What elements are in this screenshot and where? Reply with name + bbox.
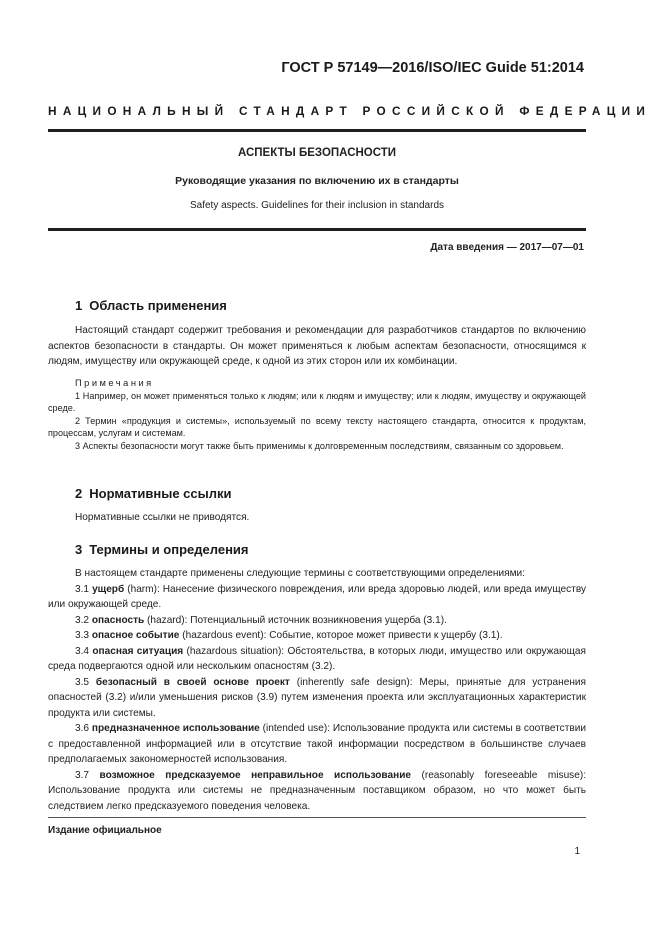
national-standard-heading: НАЦИОНАЛЬНЫЙ СТАНДАРТ РОССИЙСКОЙ ФЕДЕРАЦИИ	[48, 104, 652, 118]
note-item: 1 Например, он может применяться только к людям; или к людям и имуществу; или к людям, имуществу и окружающей среде.	[48, 390, 586, 413]
section-heading: 1 Область применения	[75, 298, 227, 313]
document-designation: ГОСТ Р 57149—2016/ISO/IEC Guide 51:2014	[281, 60, 584, 76]
section-scope	[48, 298, 586, 452]
standard-title: АСПЕКТЫ БЕЗОПАСНОСТИ	[237, 147, 397, 159]
scope-paragraph: Настоящий стандарт содержит требования и рекомендации для разработчиков стандартов по включению аспектов безопасности в стандарты. Он может применяться к любым аспектам безопасности, относящимся к людям, имуществу или окружающей среде, к одной из этих сторон или их комбинации.	[48, 325, 586, 367]
note-item: 3 Аспекты безопасности могут также быть применимы к долговременным последствиям, связанным со здоровьем.	[75, 440, 564, 451]
section-terms	[48, 542, 586, 814]
standard-title-english: Safety aspects. Guidelines for their inclusion in standards	[189, 200, 445, 211]
terms-intro: В настоящем стандарте применены следующие термины с соответствующими определениями:	[75, 568, 525, 579]
title-divider	[48, 228, 586, 231]
term-definition: 3.1 ущерб (harm): Нанесение физического повреждения, или вреда здоровью людей, или вреда имуществу или окружающей среде.	[48, 583, 586, 610]
notes-heading: Примечания	[75, 377, 154, 388]
introduction-date: Дата введения — 2017—07—01	[430, 242, 584, 253]
references-paragraph: Нормативные ссылки не приводятся.	[75, 512, 250, 523]
term-definition: 3.6 предназначенное использование (intended use): Использование продукта или системы в соответствии с предоставленной информацией или в отсутствие такой информации посредством в большинстве случаев предполагаемых закономерностей использования.	[48, 723, 586, 765]
term-definition: 3.5 безопасный в своей основе проект (inherently safe design): Меры, принятые для устранения опасностей (3.2) и/или уменьшения рисков (3.9) путем изменения проекта или эксплуатационных характеристик продукта или системы.	[48, 676, 586, 719]
section-heading: 2 Нормативные ссылки	[75, 486, 232, 501]
term-definition: 3.2 опасность (hazard): Потенциальный источник возникновения ущерба (3.1).	[75, 614, 447, 626]
page-number: 1	[574, 846, 580, 857]
footer-divider	[48, 817, 586, 818]
note-item: 2 Термин «продукция и системы», используемый по всему тексту настоящего стандарта, относится к продуктам, процессам, услугам и системам.	[48, 415, 586, 438]
section-heading: 3 Термины и определения	[75, 542, 249, 557]
official-edition-label: Издание официальное	[48, 825, 162, 836]
header-divider	[48, 129, 586, 132]
section-normative-references	[48, 486, 586, 526]
term-definition: 3.3 опасное событие (hazardous event): Событие, которое может привести к ущербу (3.1).	[75, 630, 503, 641]
term-definition: 3.4 опасная ситуация (hazardous situation): Обстоятельства, в которых люди, имущество или окружающая среда подвергаются одной или нескольким опасностям (3.2).	[48, 645, 586, 672]
term-definition: 3.7 возможное предсказуемое неправильное использование (reasonably foreseeable misuse): Использование продукта или системы не предназначенным поставщиком образом, но что может быть следствием легко предсказуемого поведения человека.	[48, 769, 587, 812]
standard-subtitle: Руководящие указания по включению их в стандарты	[175, 175, 459, 187]
